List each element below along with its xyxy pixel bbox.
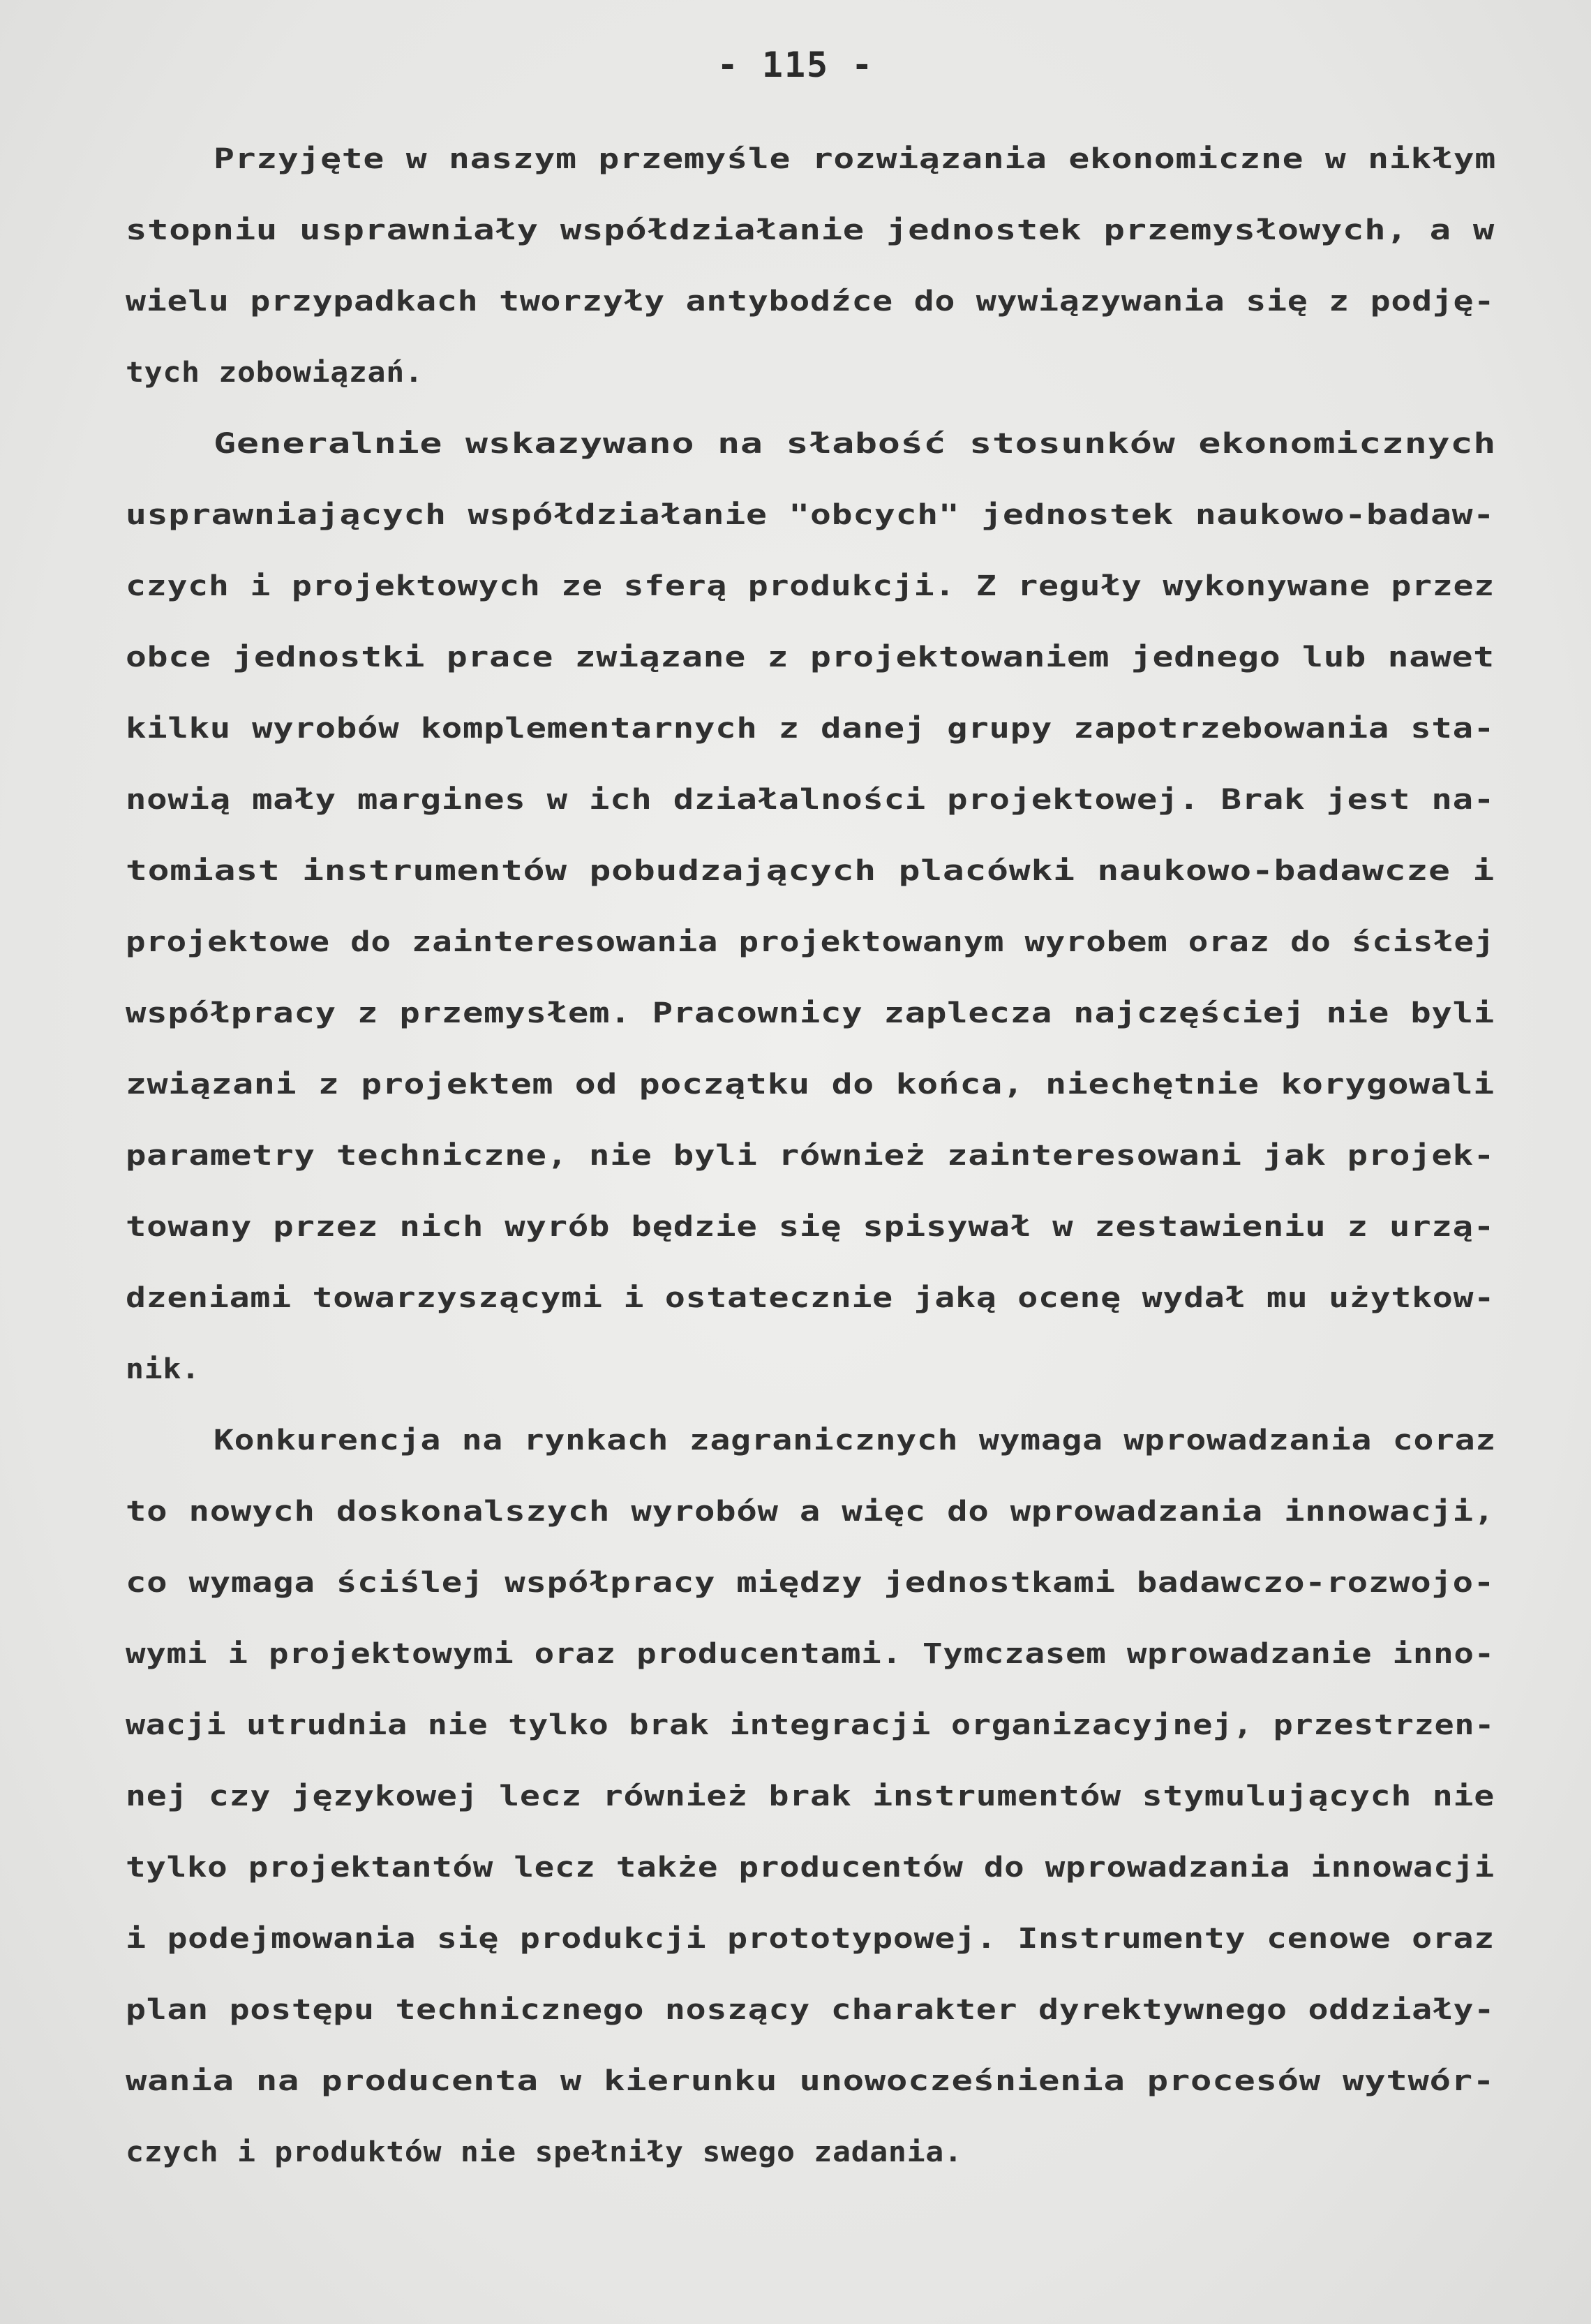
text-line: czych i produktów nie spełniły swego zadania. (126, 2136, 963, 2168)
text-line: Przyjęte w naszym przemyśle rozwiązania ekonomiczne w nikłym (214, 143, 1496, 175)
text-line: wielu przypadkach tworzyły antybodźce do wywiązywania się z podję- (126, 285, 1495, 318)
text-line: związani z projektem od początku do końca, niechętnie korygowali (126, 1068, 1495, 1101)
text-line: projektowe do zainteresowania projektowanym wyrobem oraz do ścisłej (126, 926, 1495, 958)
text-line: stopniu usprawniały współdziałanie jednostek przemysłowych, a w (126, 214, 1495, 246)
text-line: plan postępu technicznego noszący charakter dyrektywnego oddziały- (126, 1994, 1495, 2026)
text-line: i podejmowania się produkcji prototypowej. Instrumenty cenowe oraz (126, 1923, 1495, 1955)
text-line: parametry techniczne, nie byli również zainteresowani jak projek- (126, 1140, 1495, 1172)
text-line: tych zobowiązań. (126, 357, 424, 389)
text-line: wacji utrudnia nie tylko brak integracji organizacyjnej, przestrzen- (126, 1709, 1495, 1741)
page-number: - 115 - (717, 45, 874, 85)
text-line: wania na producenta w kierunku unowocześnienia procesów wytwór- (126, 2065, 1495, 2097)
text-line: tomiast instrumentów pobudzających placówki naukowo-badawcze i (126, 855, 1495, 887)
text-line: czych i projektowych ze sferą produkcji. Z reguły wykonywane przez (126, 570, 1495, 602)
text-line: nik. (126, 1353, 200, 1385)
text-line: Generalnie wskazywano na słabość stosunków ekonomicznych (214, 428, 1497, 460)
text-line: nowią mały margines w ich działalności projektowej. Brak jest na- (126, 784, 1495, 816)
text-line: to nowych doskonalszych wyrobów a więc do wprowadzania innowacji, (126, 1496, 1495, 1528)
text-line: dzeniami towarzyszącymi i ostatecznie jaką ocenę wydał mu użytkow- (126, 1282, 1495, 1314)
text-line: co wymaga ściślej współpracy między jednostkami badawczo-rozwojo- (126, 1567, 1495, 1599)
text-line: obce jednostki prace związane z projektowaniem jednego lub nawet (126, 641, 1495, 673)
text-line: wymi i projektowymi oraz producentami. Tymczasem wprowadzanie inno- (126, 1638, 1495, 1670)
text-line: tylko projektantów lecz także producentów do wprowadzania innowacji (126, 1852, 1495, 1884)
text-line: towany przez nich wyrób będzie się spisywał w zestawieniu z urzą- (126, 1211, 1495, 1243)
text-line: nej czy językowej lecz również brak instrumentów stymulujących nie (126, 1780, 1495, 1812)
text-line: współpracy z przemysłem. Pracownicy zaplecza najczęściej nie byli (126, 997, 1495, 1029)
text-line: kilku wyrobów komplementarnych z danej grupy zapotrzebowania sta- (126, 713, 1495, 745)
text-line: usprawniających współdziałanie "obcych" jednostek naukowo-badaw- (126, 499, 1495, 531)
text-line: Konkurencja na rynkach zagranicznych wymaga wprowadzania coraz (214, 1424, 1497, 1457)
